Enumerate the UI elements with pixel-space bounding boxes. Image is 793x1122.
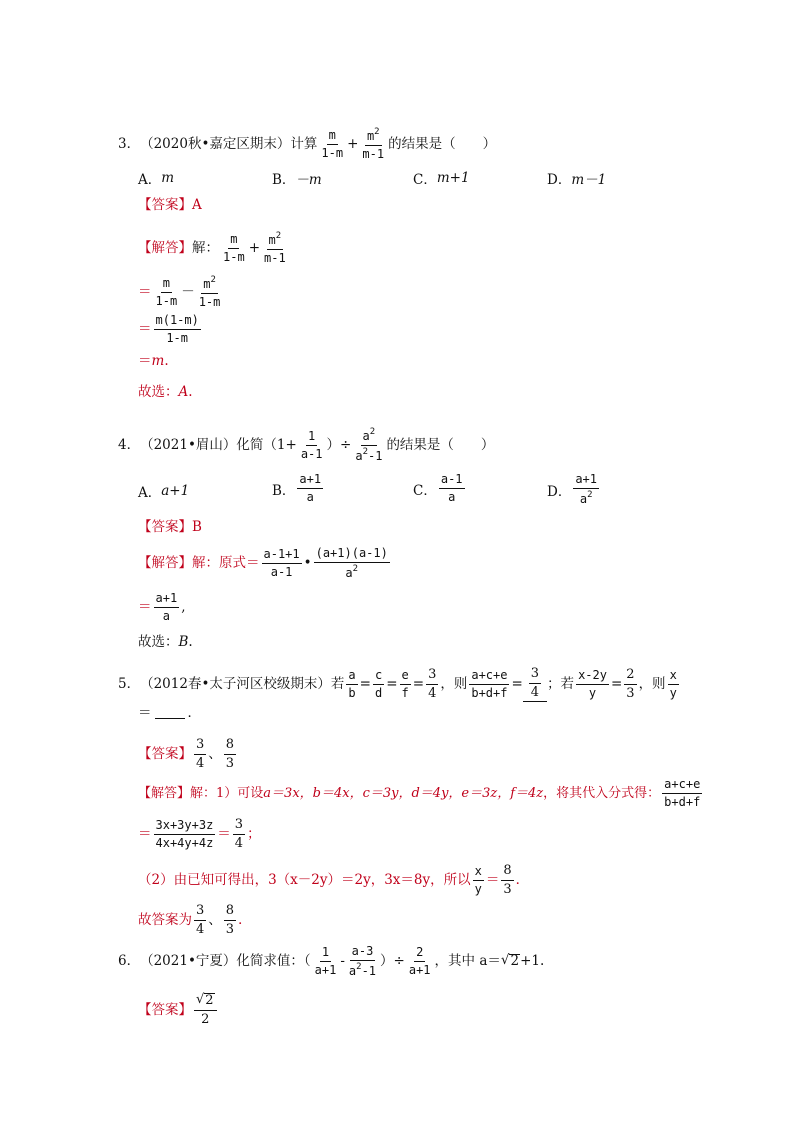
exponent: 2 xyxy=(356,962,362,973)
equals: ＝ xyxy=(138,705,152,721)
question-5-stem xyxy=(118,667,681,702)
question-tail: 的结果是（ ） xyxy=(386,436,495,453)
result-value: m xyxy=(151,353,165,369)
fraction xyxy=(473,865,484,896)
option-a xyxy=(138,481,189,501)
numerator: m xyxy=(228,233,239,249)
denominator xyxy=(347,961,378,978)
solution-3-line-3 xyxy=(138,314,203,345)
answer-blank xyxy=(155,708,185,719)
operator: ）÷ xyxy=(380,952,405,969)
denominator: d xyxy=(374,685,383,700)
fraction xyxy=(224,904,236,938)
operator: + xyxy=(248,239,260,256)
equals: = xyxy=(610,675,623,692)
numerator: 8 xyxy=(224,738,236,755)
option-label: A． xyxy=(138,485,162,501)
option-b xyxy=(272,473,325,504)
fraction xyxy=(319,129,345,160)
denominator: b+d+f xyxy=(471,685,508,700)
answer-tag: 【答案】 xyxy=(138,197,192,213)
denominator: 4x+4y+4z xyxy=(155,836,214,851)
solution-text: （2）由已知可得出，3（x－2y）＝2y，3x＝8y，所以 xyxy=(138,872,471,889)
question-number: 4． xyxy=(118,436,141,453)
numerator xyxy=(194,993,217,1011)
choose-label: 故选： xyxy=(138,384,179,400)
denominator: y xyxy=(588,685,597,700)
question-number: 6． xyxy=(118,952,141,969)
denominator: 4 xyxy=(234,836,244,852)
fraction xyxy=(194,738,206,772)
option-label: B． xyxy=(272,482,296,499)
punctuation: , xyxy=(181,598,186,615)
fraction xyxy=(400,669,411,700)
numerator: a+c+e xyxy=(662,778,702,794)
operator: ）÷ xyxy=(326,436,352,453)
fraction xyxy=(299,430,325,461)
separator: 、 xyxy=(208,746,222,763)
question-5-line-2 xyxy=(138,707,201,721)
denominator xyxy=(578,489,595,506)
option-label: C． xyxy=(413,482,437,499)
question-source: （2020秋•嘉定区期末）计算 xyxy=(140,135,318,152)
answer-6 xyxy=(138,993,219,1028)
option-value: a+1 xyxy=(161,483,190,499)
numerator: a xyxy=(346,669,357,685)
numerator: c xyxy=(373,669,384,685)
numerator: x xyxy=(668,669,679,685)
solution-3-line-2 xyxy=(138,276,224,309)
punctuation: ； xyxy=(247,826,261,843)
punctuation: ． xyxy=(515,872,530,889)
numerator: x-2y xyxy=(576,669,609,685)
fraction xyxy=(373,669,384,700)
question-source: （2021•宁夏）化简求值：（ xyxy=(140,952,311,969)
denominator: a xyxy=(306,490,314,505)
punctuation: . xyxy=(188,384,193,400)
fraction xyxy=(154,314,201,345)
option-a xyxy=(138,168,174,188)
conjunction: ；若 xyxy=(547,675,575,692)
solution-3-line-4 xyxy=(138,355,169,369)
punctuation: . xyxy=(164,353,169,369)
term: -1 xyxy=(367,449,383,464)
fraction xyxy=(194,993,217,1028)
denominator: 1-m xyxy=(155,294,178,309)
numerator xyxy=(361,428,378,446)
base: a xyxy=(345,566,353,581)
exponent: 2 xyxy=(587,490,593,501)
fraction xyxy=(353,428,384,463)
numerator: 2 xyxy=(414,946,425,962)
fraction xyxy=(501,864,513,898)
fraction xyxy=(469,669,509,700)
denominator: 3 xyxy=(225,756,235,772)
answer-tag: 【答案】 xyxy=(138,746,192,763)
fraction xyxy=(197,276,223,309)
numerator: 1 xyxy=(306,430,317,446)
denominator: m-1 xyxy=(264,251,286,266)
denominator: a+1 xyxy=(408,963,431,978)
equals: = xyxy=(386,675,398,692)
solution-tag: 【解答】 xyxy=(138,554,192,571)
punctuation: . xyxy=(188,634,193,650)
numerator: m xyxy=(161,277,172,293)
choose-value: B xyxy=(178,634,189,650)
denominator: 1-m xyxy=(198,295,221,310)
numerator: 3 xyxy=(529,667,541,684)
numerator: a+1 xyxy=(154,592,180,608)
solution-text: 解：1）可设 xyxy=(190,786,264,802)
denominator: 1-m xyxy=(321,146,344,161)
option-label: D． xyxy=(547,483,572,500)
solution-5-line-2 xyxy=(138,818,261,852)
numerator: 3 xyxy=(426,668,438,685)
fraction xyxy=(233,818,245,852)
conjunction: ，则 xyxy=(440,675,468,692)
option-d xyxy=(547,168,606,188)
denominator xyxy=(353,446,384,463)
fraction xyxy=(194,904,206,938)
answer-tag: 【答案】 xyxy=(138,1001,192,1018)
numerator: 3 xyxy=(194,738,206,755)
numerator: 2 xyxy=(624,668,636,685)
answer-blank xyxy=(523,667,547,702)
numerator: a-3 xyxy=(350,945,376,961)
punctuation: ． xyxy=(187,705,201,721)
option-value: －m xyxy=(295,172,322,188)
numerator xyxy=(267,232,284,250)
base: m xyxy=(366,129,375,143)
numerator: a+1 xyxy=(297,473,323,489)
radicand: 2 xyxy=(510,953,520,970)
question-6-stem xyxy=(118,945,544,978)
choose-3 xyxy=(138,386,193,400)
denominator: 1-m xyxy=(223,250,245,265)
option-b xyxy=(272,168,322,188)
fraction xyxy=(221,233,247,264)
fraction xyxy=(314,547,390,580)
question-tail: +1. xyxy=(520,952,545,969)
fraction xyxy=(576,669,609,700)
fraction xyxy=(154,592,180,623)
numerator: 3x+3y+3z xyxy=(154,819,216,835)
numerator xyxy=(201,276,218,294)
question-4-stem xyxy=(118,428,494,463)
base: a xyxy=(348,964,357,979)
numerator: m(1-m) xyxy=(154,314,201,330)
punctuation: ． xyxy=(238,912,252,929)
answer-value: A xyxy=(192,197,202,213)
operator: － xyxy=(181,283,195,300)
choose-4 xyxy=(138,636,193,650)
numerator: (a+1)(a-1) xyxy=(314,547,390,563)
numerator: x xyxy=(473,865,484,881)
denominator: 4 xyxy=(428,685,437,701)
option-d xyxy=(547,473,601,506)
numerator: 8 xyxy=(501,864,513,881)
equals: ＝ xyxy=(138,283,152,300)
equals: = xyxy=(412,675,425,692)
exponent: 2 xyxy=(362,447,368,458)
numerator: a-1+1 xyxy=(262,548,302,564)
numerator: a+c+e xyxy=(469,669,509,685)
denominator: y xyxy=(669,685,677,700)
answer-3 xyxy=(138,199,202,213)
fraction xyxy=(573,473,599,506)
answer-tag: 【答案】 xyxy=(138,519,192,535)
fraction xyxy=(154,277,180,308)
fraction xyxy=(313,946,339,977)
solution-5-line-4 xyxy=(138,904,252,938)
equals: ＝ xyxy=(217,826,231,843)
option-value: m+1 xyxy=(436,170,470,186)
term: -1 xyxy=(361,964,377,979)
exponent: 2 xyxy=(210,275,216,285)
denominator: a-1 xyxy=(270,565,293,580)
numerator: a+1 xyxy=(573,473,599,489)
answer-5 xyxy=(138,738,238,772)
numerator xyxy=(365,128,382,146)
fraction xyxy=(224,738,236,772)
solution-4-line-2 xyxy=(138,592,185,623)
condition-text: ，其中 a＝ xyxy=(434,952,501,969)
fraction xyxy=(360,128,386,161)
denominator: a xyxy=(162,609,170,624)
numerator: e xyxy=(400,669,411,685)
exponent: 2 xyxy=(369,427,376,437)
fraction xyxy=(154,819,216,850)
solution-tag: 【解答】 xyxy=(138,239,192,256)
exponent: 2 xyxy=(275,231,282,241)
exponent: 2 xyxy=(352,564,359,575)
option-label: C． xyxy=(413,172,437,188)
choose-value: A xyxy=(178,384,189,400)
equals: ＝ xyxy=(138,320,152,337)
option-label: B． xyxy=(272,172,296,188)
exponent: 2 xyxy=(374,127,380,137)
numerator: 1 xyxy=(320,946,331,962)
operator: + xyxy=(347,135,359,152)
denominator: b+d+f xyxy=(664,795,701,810)
conjunction: ，则 xyxy=(638,675,666,692)
denominator: b xyxy=(348,685,356,700)
solution-3-line-1 xyxy=(138,232,290,265)
equals: ＝ xyxy=(485,872,500,889)
question-source: （2021•眉山）化简（1+ xyxy=(140,436,297,453)
answer-4 xyxy=(138,521,202,535)
solution-text: 故答案为 xyxy=(138,912,192,929)
solution-text: ，将其代入分式得： xyxy=(543,786,661,802)
numerator: m xyxy=(327,129,338,145)
base: m xyxy=(203,277,211,291)
denominator: 1-m xyxy=(166,331,189,346)
option-c xyxy=(413,168,470,188)
base: m xyxy=(268,233,276,247)
fraction xyxy=(426,668,438,702)
fraction xyxy=(347,945,378,978)
denominator xyxy=(343,563,360,580)
numerator: a-1 xyxy=(439,473,465,489)
denominator: 4 xyxy=(530,685,540,701)
solution-4-line-1 xyxy=(138,547,392,580)
denominator: y xyxy=(474,882,482,897)
denominator: 4 xyxy=(196,922,205,938)
solution-5-line-3 xyxy=(138,864,529,898)
denominator: 3 xyxy=(626,685,635,701)
square-root xyxy=(196,993,215,1008)
question-number: 3． xyxy=(118,135,141,152)
denominator: 3 xyxy=(503,882,512,898)
equals: = xyxy=(359,675,371,692)
denominator: a-1 xyxy=(300,447,323,462)
question-3-stem xyxy=(118,128,496,161)
equals: ＝ xyxy=(138,598,152,615)
question-number: 5． xyxy=(118,675,141,692)
fraction xyxy=(407,946,433,977)
numerator: 3 xyxy=(194,904,206,921)
square-root xyxy=(501,954,520,969)
solution-lead: 解： xyxy=(192,239,219,256)
fraction xyxy=(439,473,465,504)
denominator: 4 xyxy=(196,756,205,772)
option-label: D． xyxy=(547,172,572,188)
denominator: 3 xyxy=(225,922,235,938)
base: a xyxy=(355,449,363,464)
fraction xyxy=(662,778,702,809)
operator: • xyxy=(303,554,312,571)
radicand: 2 xyxy=(205,993,214,1008)
fraction xyxy=(297,473,323,504)
fraction xyxy=(668,669,679,700)
option-value: m xyxy=(161,170,175,186)
question-source: （2012春•太子河区校级期末）若 xyxy=(140,675,345,692)
variable-substitution: a＝3x，b＝4x，c＝3y，d＝4y，e＝3z，f＝4z xyxy=(263,786,544,802)
equals: ＝ xyxy=(138,826,152,843)
answer-value: B xyxy=(192,519,202,535)
denominator: f xyxy=(401,685,409,700)
solution-tag: 【解答】 xyxy=(138,786,191,802)
base: a xyxy=(362,429,370,443)
question-tail: 的结果是（ ） xyxy=(388,135,497,152)
denominator: a xyxy=(448,490,456,505)
solution-lead: 解：原式＝ xyxy=(192,554,260,571)
radical-sign-icon: √ xyxy=(500,952,510,969)
fraction xyxy=(624,668,636,702)
fraction xyxy=(262,232,288,265)
separator: 、 xyxy=(208,912,222,929)
fraction xyxy=(262,548,302,579)
option-c xyxy=(413,473,467,504)
denominator: m-1 xyxy=(362,147,385,162)
denominator: 2 xyxy=(201,1012,210,1028)
denominator: a+1 xyxy=(314,963,337,978)
fraction xyxy=(529,667,541,701)
numerator: 8 xyxy=(224,904,236,921)
choose-label: 故选： xyxy=(138,634,179,650)
radical-sign-icon: √ xyxy=(196,992,205,1007)
equals: = xyxy=(511,675,523,692)
numerator: 3 xyxy=(233,818,245,835)
solution-5-line-1 xyxy=(138,778,704,809)
option-value: m－1 xyxy=(571,172,607,188)
operator: - xyxy=(340,952,345,969)
option-label: A． xyxy=(138,172,162,188)
fraction xyxy=(346,669,357,700)
equals: ＝ xyxy=(138,353,152,369)
base: a xyxy=(579,492,588,507)
